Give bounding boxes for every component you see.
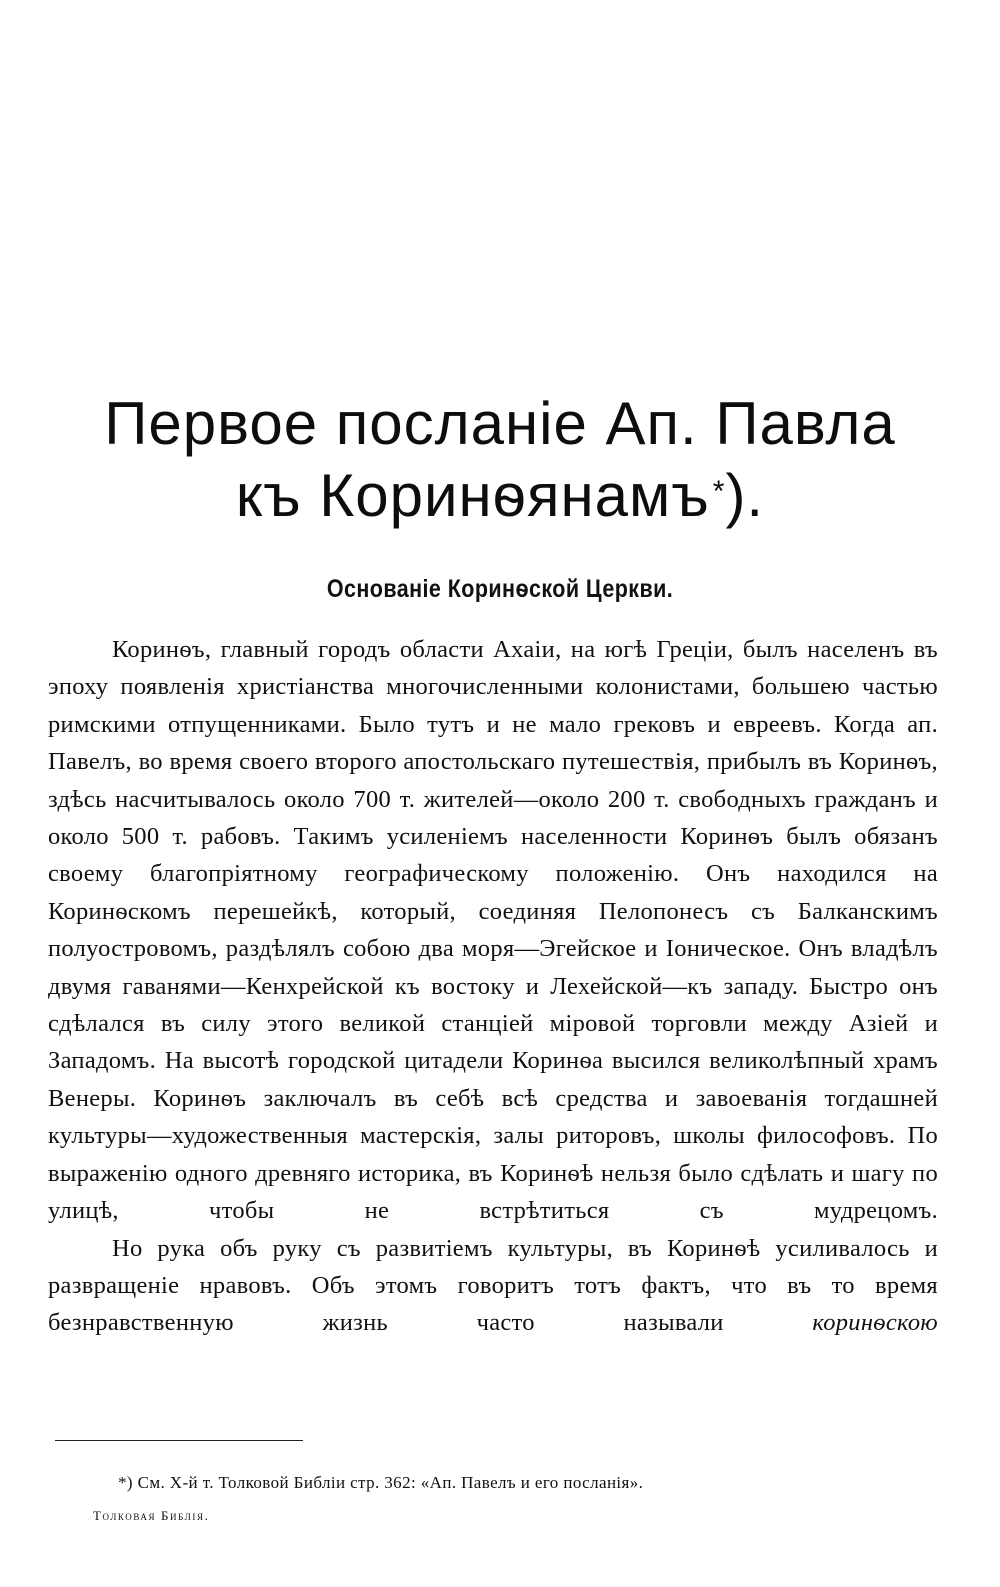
- title-line-2-text: къ Коринѳянамъ: [235, 462, 710, 529]
- paragraph-2-italic: коринѳскою: [812, 1309, 938, 1337]
- title-close: ).: [725, 462, 765, 529]
- paragraph-2-text: Но рука объ руку съ развитіемъ культуры, въ Коринѳѣ усиливалось и развращеніе нравовъ. Объ этомъ говоритъ тотъ фактъ, что въ то время безнравственную жизнь часто называли: [48, 1234, 938, 1337]
- title-line-2: [0, 460, 1000, 532]
- body-text: [48, 631, 938, 1342]
- paragraph-1: Коринѳъ, главный городъ области Ахаіи, на югѣ Греціи, былъ населенъ въ эпоху появленія христіанства многочисленными колонистами, большею частью римскими отпущенниками. Было тутъ и не мало грековъ и евреевъ. Когда ап. Павелъ, во время своего второго апостольскаго путешествія, прибылъ въ Коринѳъ, здѣсь насчитывалось около 700 т. жителей—около 200 т. свободныхъ гражданъ и около 500 т. рабовъ. Такимъ усиленіемъ населенности Коринѳъ былъ обязанъ своему благопріятному географическому положенію. Онъ находился на Коринѳскомъ перешейкѣ, который, соединяя Пелопонесъ съ Балканскимъ полуостровомъ, раздѣлялъ собою два моря—Эгейское и Іоническое. Онъ владѣлъ двумя гаванями—Кенхрейской къ востоку и Лехейской—къ западу. Быстро онъ сдѣлался въ силу этого великой станціей міровой торговли между Азіей и Западомъ. На высотѣ городской цитадели Коринѳа высился великолѣпный храмъ Венеры. Коринѳъ заключалъ въ себѣ всѣ средства и завоеванія тогдашней культуры—художественныя мастерскія, залы риторовъ, школы философовъ. По выраженію одного древняго историка, въ Коринѳѣ нельзя было сдѣлать и шагу по улицѣ, чтобы не встрѣтиться съ мудрецомъ.: [48, 636, 938, 1225]
- title-line-1: Первое посланіе Ап. Павла: [104, 390, 896, 457]
- footnote-divider: [55, 1440, 303, 1441]
- running-footer: Толковая Библія.: [93, 1508, 210, 1523]
- page-title: [0, 388, 1000, 532]
- paragraph-2: [48, 1230, 938, 1342]
- footnote: *) См. Х-й т. Толковой Библіи стр. 362: «Ап. Павелъ и его посланія».: [118, 1473, 644, 1492]
- footnote-mark: *: [712, 475, 726, 508]
- section-heading: Основаніе Коринѳской Церкви.: [326, 575, 674, 603]
